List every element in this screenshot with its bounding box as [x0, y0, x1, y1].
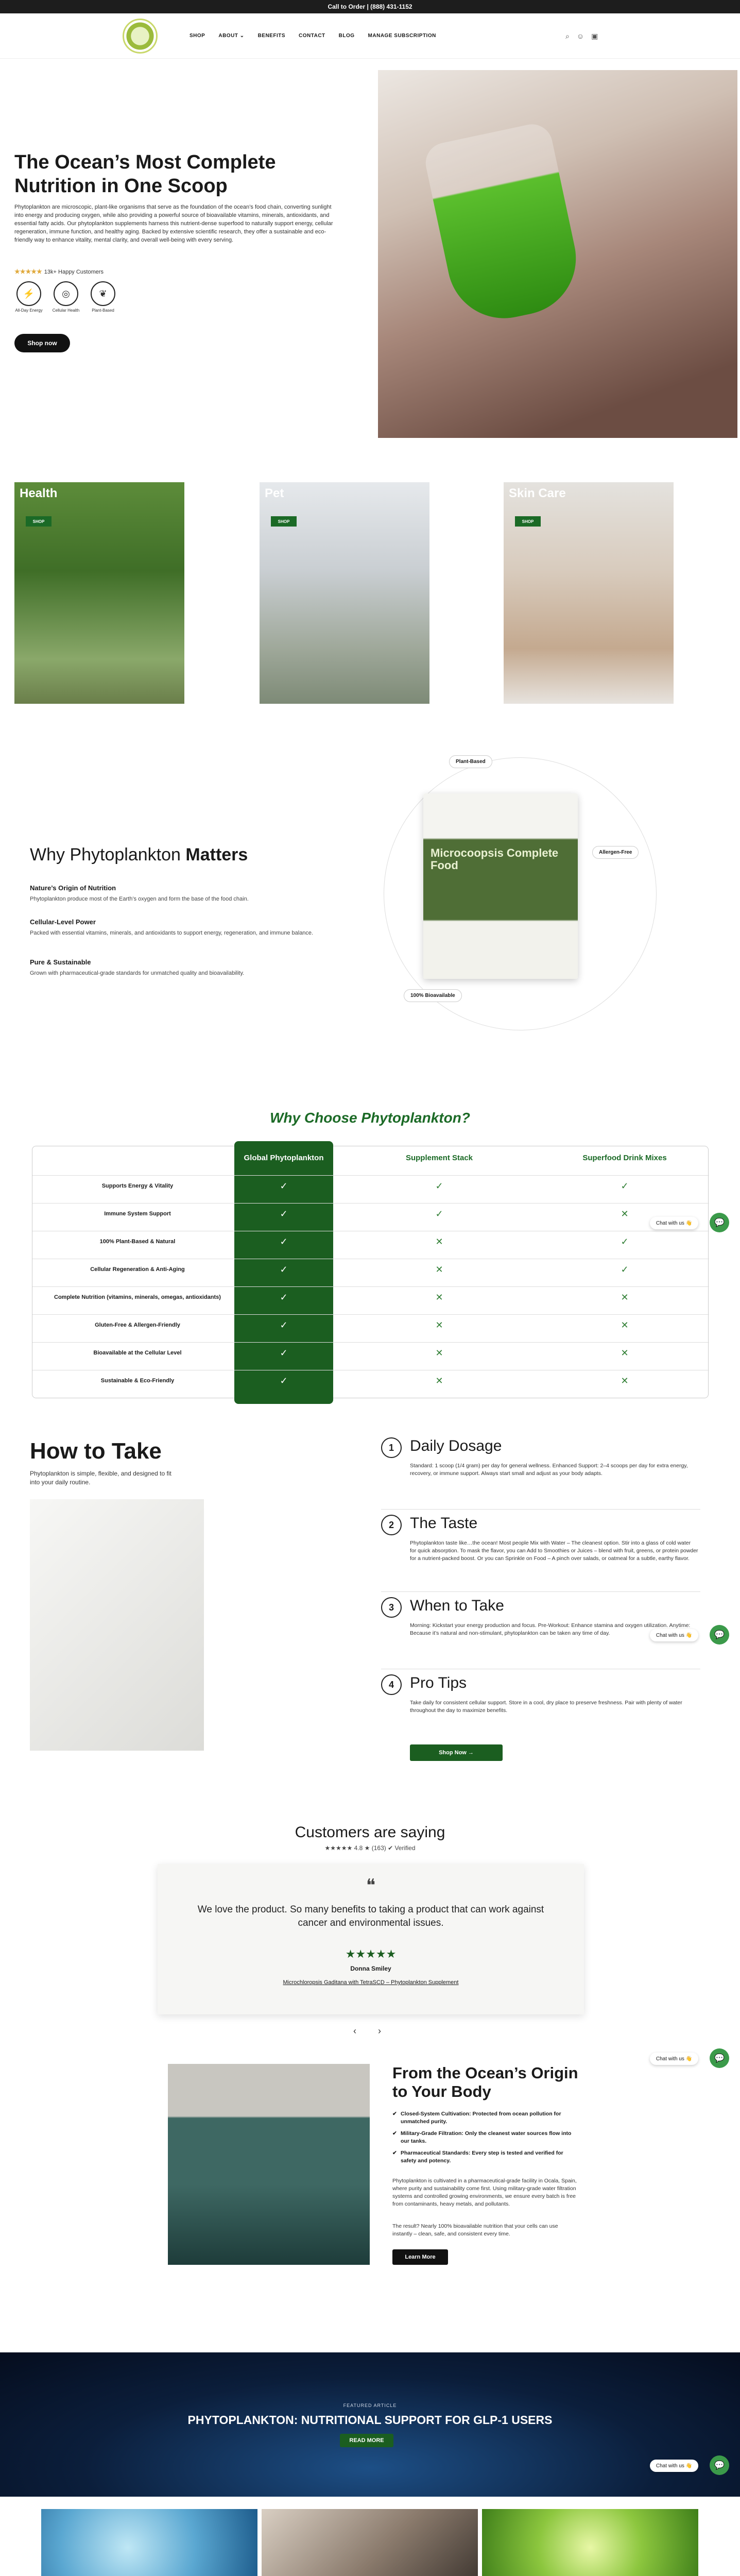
shop-health-button[interactable]: SHOP: [26, 516, 51, 527]
badge-cellular: [51, 281, 80, 313]
announcement-bar: [0, 0, 740, 13]
review-text: We love the product. So many benefits to taking a product that can work against cancer and environmental issues.: [197, 1904, 544, 1928]
read-more-button[interactable]: READ MORE: [340, 2434, 393, 2447]
nav-blog[interactable]: BLOG: [338, 33, 355, 39]
row-label: Immune System Support: [104, 1211, 171, 1217]
cross-icon: ✕: [621, 1376, 629, 1386]
step-body: Take daily for consistent cellular support. Store in a cool, dry place to preserve freshness. Pair with plenty of water throughout the day to maximize benefits.: [410, 1700, 682, 1714]
row-label: Sustainable & Eco-Friendly: [100, 1378, 175, 1384]
comparison-row: [32, 1231, 709, 1251]
check-icon: ✓: [435, 1209, 443, 1219]
blog-image: [482, 2509, 698, 2576]
step-body: Standard: 1 scoop (1/4 gram) per day for general wellness. Enhanced Support: 2–4 scoops per day for extra energy, recovery, or immune support. Always start small and adjust as your body adapts.: [410, 1463, 688, 1477]
category-health[interactable]: [14, 482, 184, 704]
chat-label[interactable]: Chat with us 👋: [650, 2460, 698, 2472]
cross-icon: ✕: [435, 1320, 443, 1330]
chevron-left-icon[interactable]: ‹: [353, 2026, 356, 2036]
category-label: Health: [20, 486, 58, 500]
cross-icon: ✕: [435, 1376, 443, 1386]
category-skin-care[interactable]: [504, 482, 674, 704]
why-title-bold: Matters: [185, 845, 248, 865]
chat-bubble-icon[interactable]: 💬: [710, 1213, 729, 1232]
check-icon: ✓: [280, 1236, 288, 1247]
check-icon: ✓: [621, 1236, 629, 1247]
reviews-summary: ★★★★★ 4.8 ★ (163) ✔ Verified: [324, 1844, 416, 1852]
step-4: [381, 1674, 700, 1736]
check-icon: ✓: [280, 1292, 288, 1302]
check-icon: ✓: [280, 1376, 288, 1386]
comparison-row: [32, 1175, 709, 1196]
green-drink-glass: [422, 121, 586, 329]
category-label: Pet: [265, 486, 284, 500]
cart-icon[interactable]: ▣: [591, 32, 598, 40]
nav-shop[interactable]: SHOP: [190, 33, 205, 39]
step-title: When to Take: [410, 1597, 504, 1614]
why-point-text: Phytoplankton produce most of the Earth’s oxygen and form the base of the food chain.: [30, 896, 249, 902]
hero-section: [0, 59, 740, 440]
rating-text: 13k+ Happy Customers: [44, 269, 104, 275]
shop-skin-care-button[interactable]: SHOP: [515, 516, 541, 527]
step-number: 2: [381, 1515, 402, 1535]
comparison-title: Why Choose Phytoplankton?: [270, 1110, 470, 1126]
check-icon: ✓: [621, 1181, 629, 1191]
chevron-right-icon[interactable]: ›: [378, 2026, 381, 2036]
chat-label[interactable]: Chat with us 👋: [650, 2053, 698, 2065]
comparison-section: [0, 1103, 740, 1412]
facility-image: [168, 2064, 370, 2265]
cross-icon: ✕: [435, 1264, 443, 1275]
origin-list-text: Pharmaceutical Standards: Every step is tested and verified for safety and potency.: [401, 2150, 563, 2164]
why-title: [30, 845, 248, 865]
why-point-text: Packed with essential vitamins, minerals, and antioxidants to support energy, regeneration, and immune balance.: [30, 930, 314, 936]
why-point: [30, 958, 318, 977]
blog-image: [41, 2509, 257, 2576]
product-name: Microcoopsis Complete Food: [431, 846, 559, 872]
check-icon: ✓: [280, 1264, 288, 1275]
row-label: Complete Nutrition (vitamins, minerals, omegas, antioxidants): [54, 1294, 221, 1300]
why-section: [0, 726, 740, 1036]
badge-energy: [14, 281, 43, 313]
category-pet[interactable]: [260, 482, 429, 704]
chat-bubble-icon[interactable]: 💬: [710, 1625, 729, 1645]
badge-label: Cellular Health: [52, 308, 80, 313]
check-icon: ✓: [280, 1348, 288, 1358]
check-icon: ✓: [280, 1181, 288, 1191]
row-label: Cellular Regeneration & Anti-Aging: [90, 1266, 185, 1273]
learn-more-button[interactable]: Learn More: [392, 2249, 448, 2265]
blog-card[interactable]: [482, 2509, 698, 2576]
origin-list-item: [392, 2149, 578, 2165]
column-header: Global Phytoplankton: [244, 1154, 324, 1162]
check-icon: ✓: [435, 1181, 443, 1191]
review-stars: ★★★★★: [345, 1947, 397, 1960]
blog-card[interactable]: [41, 2509, 257, 2576]
review-card: [158, 1864, 584, 2014]
shop-pet-button[interactable]: SHOP: [271, 516, 297, 527]
blog-card[interactable]: [262, 2509, 478, 2576]
origin-list-item: [392, 2130, 578, 2145]
announcement-text: Call to Order | (888) 431-1152: [328, 3, 412, 10]
account-icon[interactable]: ☺: [576, 32, 584, 40]
row-label: Supports Energy & Vitality: [101, 1183, 174, 1189]
why-point: [30, 884, 318, 903]
featured-title: PHYTOPLANKTON: NUTRITIONAL SUPPORT FOR GLP-1 USERS: [187, 2413, 553, 2427]
product-box: [423, 793, 578, 979]
column-header: Supplement Stack: [405, 1154, 473, 1162]
row-label: Gluten-Free & Allergen-Friendly: [95, 1322, 180, 1328]
cross-icon: ✕: [435, 1292, 443, 1302]
step-2: [381, 1515, 700, 1592]
hero-title: The Ocean’s Most Complete Nutrition in One Scoop: [14, 151, 276, 197]
origin-paragraph: Phytoplankton is cultivated in a pharmaceutical-grade facility in Ocala, Spain, where purity and sustainability come first. Using military-grade water filtration systems and controlled growing environments, we ensure every batch is free from contaminants, heavy metals, and pollutants.: [392, 2178, 577, 2207]
step-body: Phytoplankton taste like…the ocean! Most people Mix with Water – The cleanest option. Stir into a glass of cold water for quick absorption. To mask the flavor, you can Add to Smoothies or Juices – blend with fruit, greens, or protein powder for a nutrient-packed boost. Or you can Sprinkle on Food – A pinch over salads, or oatmeal for a subtle, earthy flavor.: [410, 1540, 698, 1562]
comparison-row: [32, 1342, 709, 1363]
site-header: [0, 13, 740, 59]
reviews-title: Customers are saying: [295, 1824, 445, 1841]
origin-title: From the Ocean’s Origin to Your Body: [392, 2064, 578, 2100]
cross-icon: ✕: [435, 1348, 443, 1358]
how-description: Phytoplankton is simple, flexible, and designed to fit into your daily routine.: [30, 1470, 171, 1486]
why-title-text: Why Phytoplankton: [30, 845, 186, 865]
chat-label[interactable]: Chat with us 👋: [650, 1629, 698, 1641]
step-number: 3: [381, 1597, 402, 1618]
chat-bubble-icon[interactable]: 💬: [710, 2455, 729, 2475]
why-point-heading: Cellular-Level Power: [30, 918, 96, 926]
step-number: 4: [381, 1674, 402, 1695]
step-title: Daily Dosage: [410, 1437, 502, 1454]
why-point: [30, 918, 318, 937]
check-icon: ✔: [392, 2150, 397, 2156]
comparison-row: [32, 1203, 709, 1224]
cell-icon: ◎: [54, 281, 78, 306]
cross-icon: ✕: [621, 1320, 629, 1330]
chat-label[interactable]: Chat with us 👋: [650, 1217, 698, 1229]
leaf-icon: ❦: [91, 281, 115, 306]
origin-section: [0, 2054, 740, 2277]
how-to-take-section: [0, 1432, 740, 1803]
hero-description: Phytoplankton are microscopic, plant-like organisms that serve as the foundation of the ocean’s food chain, converting sunlight into energy and producing oxygen, while also providing a powerful source of bioavailable vitamins, minerals, antioxidants, and essential fatty acids. Our phytoplankton supplements harness this nutrient-dense superfood to naturally support energy, cellular regeneration, immune function, and healthy aging. Backed by extensive scientific research, they offer a sustainable and eco-friendly way to enhance vitality, mental clarity, and overall well-being with every serving.: [14, 204, 333, 243]
shop-now-button[interactable]: Shop Now →: [410, 1744, 503, 1761]
origin-list-text: Closed-System Cultivation: Protected from ocean pollution for unmatched purity.: [401, 2111, 561, 2125]
chat-bubble-icon[interactable]: 💬: [710, 2048, 729, 2068]
badge-label: Plant-Based: [92, 308, 114, 313]
cross-icon: ✕: [435, 1236, 443, 1247]
comparison-table: [32, 1146, 709, 1398]
check-icon: ✔: [392, 2130, 397, 2137]
scoop-image: [30, 1499, 204, 1751]
blog-posts: [0, 2509, 740, 2576]
featured-kicker: FEATURED ARTICLE: [343, 2403, 397, 2408]
quote-icon: ❝: [366, 1876, 376, 1895]
hero-badges: [14, 281, 117, 313]
comparison-row: [32, 1286, 709, 1307]
rating-stars: ★★★★★: [14, 268, 42, 275]
check-icon: ✓: [280, 1209, 288, 1219]
nav-about[interactable]: ABOUT ⌄: [218, 33, 245, 39]
featured-article: [0, 2352, 740, 2497]
cross-icon: ✕: [621, 1209, 629, 1219]
origin-list-text: Military-Grade Filtration: Only the cleanest water sources flow into our tanks.: [401, 2130, 572, 2144]
why-point-text: Grown with pharmaceutical-grade standards for unmatched quality and bioavailability.: [30, 970, 245, 976]
step-title: Pro Tips: [410, 1674, 467, 1691]
hero-rating: [14, 268, 104, 275]
origin-result: The result? Nearly 100% bioavailable nutrition that your cells can use instantly – clean, safe, and consistent every time.: [392, 2223, 558, 2237]
tag-bioavailable: 100% Bioavailable: [404, 989, 462, 1002]
reviews-section: [0, 1814, 740, 2036]
row-label: 100% Plant-Based & Natural: [99, 1239, 176, 1245]
comparison-row: [32, 1314, 709, 1335]
nav-manage-subscription[interactable]: MANAGE SUBSCRIPTION: [368, 33, 436, 39]
origin-list-item: [392, 2110, 578, 2126]
cross-icon: ✕: [621, 1348, 629, 1358]
how-title: How to Take: [30, 1438, 162, 1464]
badge-plant: [89, 281, 117, 313]
row-label: Bioavailable at the Cellular Level: [93, 1350, 182, 1356]
header-icons: [565, 32, 598, 41]
step-title: The Taste: [410, 1515, 478, 1532]
category-cards: [0, 482, 740, 704]
hero-image: [378, 70, 737, 438]
step-body: Morning: Kickstart your energy production and focus. Pre-Workout: Enhance stamina and oxygen utilization. Anytime: Because it’s natural and non-stimulant, phytoplankton can be taken any time of day.: [410, 1622, 691, 1636]
search-icon[interactable]: ⌕: [565, 32, 570, 40]
lightning-icon: ⚡: [16, 281, 41, 306]
main-nav: [190, 33, 436, 39]
check-icon: ✓: [280, 1320, 288, 1330]
why-point-heading: Nature’s Origin of Nutrition: [30, 884, 116, 892]
step-1: [381, 1437, 700, 1510]
tag-plant-based: Plant-Based: [449, 755, 492, 768]
badge-label: All-Day Energy: [15, 308, 43, 313]
comparison-row: [32, 1370, 709, 1391]
check-icon: ✓: [621, 1264, 629, 1275]
reviewer-name: Donna Smiley: [350, 1965, 391, 1972]
nav-benefits[interactable]: BENEFITS: [257, 33, 286, 39]
why-point-heading: Pure & Sustainable: [30, 958, 91, 966]
category-label: Skin Care: [509, 486, 566, 500]
comparison-row: [32, 1259, 709, 1279]
reviewed-product-link[interactable]: Microchloropsis Gaditana with TetraSCD – Phytoplankton Supplement: [283, 1979, 459, 1986]
step-number: 1: [381, 1437, 402, 1458]
logo[interactable]: [123, 19, 158, 54]
column-header: Superfood Drink Mixes: [582, 1154, 667, 1162]
blog-image: [262, 2509, 478, 2576]
cross-icon: ✕: [621, 1292, 629, 1302]
check-icon: ✔: [392, 2111, 397, 2117]
shop-now-button[interactable]: Shop now: [14, 334, 70, 352]
nav-contact[interactable]: CONTACT: [299, 33, 325, 39]
tag-allergen-free: Allergen-Free: [592, 846, 639, 859]
review-arrows: [353, 2026, 381, 2037]
